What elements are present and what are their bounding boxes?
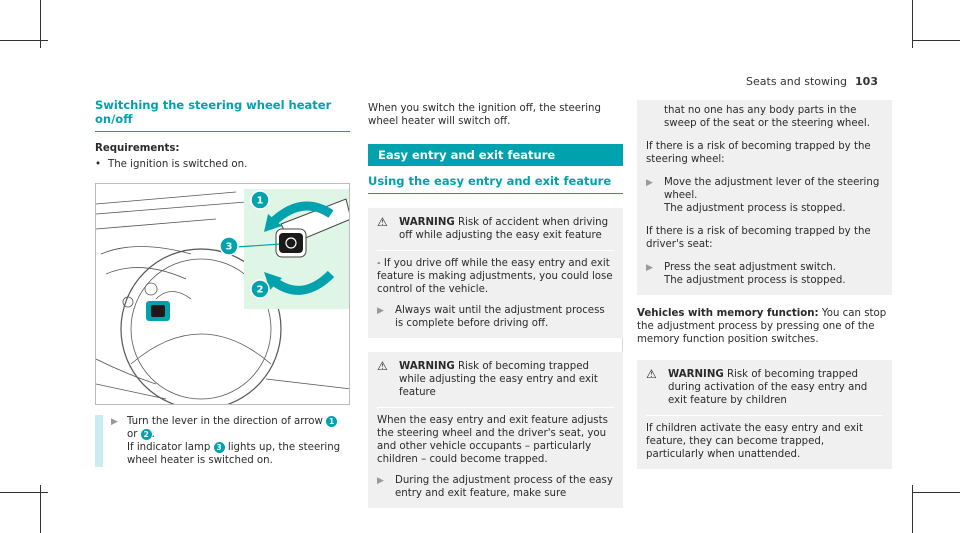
column-3 [637,100,892,469]
arrow-icon: ▶ [646,178,653,188]
condition-paragraph: If there is a risk of becoming trapped by the driver's seat: [646,226,871,250]
step-text-part: . [151,429,155,440]
figure-callout-3: 3 [225,241,233,253]
step-result: The adjustment process is stopped. [664,203,846,214]
callout-1: 1 [326,416,337,427]
crop-mark [0,492,48,493]
step-text-part: lights up, the steering wheel heater is switched on. [127,442,341,466]
warning-body: When the easy entry and exit feature adjusts the steering wheel and the driver's seat, you and other vehicle occupants – particularly children – could become trapped. [377,407,614,466]
step-action: Move the adjustment lever of the steering wheel. [664,177,880,201]
steering-wheel-illustration [96,184,350,405]
column-2 [368,102,623,508]
subsection-heading: Using the easy entry and exit feature [368,174,623,194]
warning-step [377,304,614,330]
intro-paragraph: When you switch the ignition off, the steering wheel heater will switch off. [368,103,601,127]
warning-box-continued [637,100,892,295]
requirements-label: Requirements: [95,143,180,154]
instruction-step [95,415,350,467]
section-banner: Easy entry and exit feature [368,144,623,166]
step-text-part: If indicator lamp [127,442,211,453]
warning-step-text [664,176,883,215]
section-heading: Switching the steering wheel heater on/off [95,98,350,132]
warning-title-text: Risk of becoming trapped during activation of the easy entry and exit feature by children [668,369,868,406]
figure-callout-1: 1 [256,195,264,207]
warning-header [646,368,883,407]
step-action: Press the seat adjustment switch. [664,262,836,273]
warning-step [646,261,883,287]
warning-label: WARNING [399,361,455,372]
arrow-icon: ▶ [111,417,118,427]
step-result: The adjustment process is stopped. [664,275,846,286]
warning-label: WARNING [668,369,724,380]
callout-2: 2 [141,429,152,440]
step-text-part: Turn the lever in the direction of arrow [127,416,323,427]
arrow-icon: ▶ [377,476,384,486]
warning-step [646,176,883,215]
warning-step [646,104,883,130]
step-text [127,415,350,467]
warning-title [399,216,614,242]
warning-header [377,360,614,399]
warning-title [668,368,883,407]
warning-step [377,474,614,500]
warning-box [368,352,623,508]
warning-triangle-icon: ⚠ [377,215,388,229]
arrow-icon: ▶ [646,263,653,273]
step-text-part: or [127,429,138,440]
warning-triangle-icon: ⚠ [646,367,657,381]
page-number: 103 [855,75,878,88]
column-1 [95,98,350,467]
warning-step-text: Always wait until the adjustment process is complete before driving off. [395,305,605,329]
warning-label: WARNING [399,217,455,228]
warning-step-text [664,261,846,287]
requirement-text: The ignition is switched on. [108,159,248,170]
memory-text: You can stop the adjustment process by pressing one of the memory function position switches. [637,308,887,345]
warning-step-text: that no one has any body parts in the sweep of the seat or the steering wheel. [664,105,870,129]
crop-mark [912,40,960,41]
memory-label: Vehicles with memory function: [637,308,819,319]
bullet-dot: • [95,159,102,170]
warning-box [368,208,623,338]
warning-body: If children activate the easy entry and exit feature, they can become trapped, particularly when unattended. [646,415,883,461]
warning-title-text: Risk of accident when driving off while adjusting the easy exit feature [399,217,609,241]
requirement-item [95,158,350,171]
warning-box [637,360,892,469]
memory-paragraph [637,307,892,346]
figure-callout-2: 2 [256,284,264,296]
section-title: Seats and stowing [746,75,848,88]
arrow-spacer [646,104,664,130]
warning-triangle-icon: ⚠ [377,359,388,373]
step-bar [95,415,103,467]
crop-mark [912,492,960,493]
warning-step-text: During the adjustment process of the easy entry and exit feature, make sure [395,475,613,499]
warning-title-text: Risk of becoming trapped while adjusting the easy entry and exit feature [399,361,598,398]
warning-body: - If you drive off while the easy entry and exit feature is making adjustments, you could lose control of the vehicle. [377,250,614,296]
warning-title [399,360,614,399]
crop-mark [0,40,48,41]
steering-wheel-figure [95,183,350,405]
condition-paragraph: If there is a risk of becoming trapped by the steering wheel: [646,141,871,165]
warning-header [377,216,614,242]
callout-3: 3 [214,442,225,453]
arrow-icon: ▶ [377,306,384,316]
running-header [746,75,878,88]
